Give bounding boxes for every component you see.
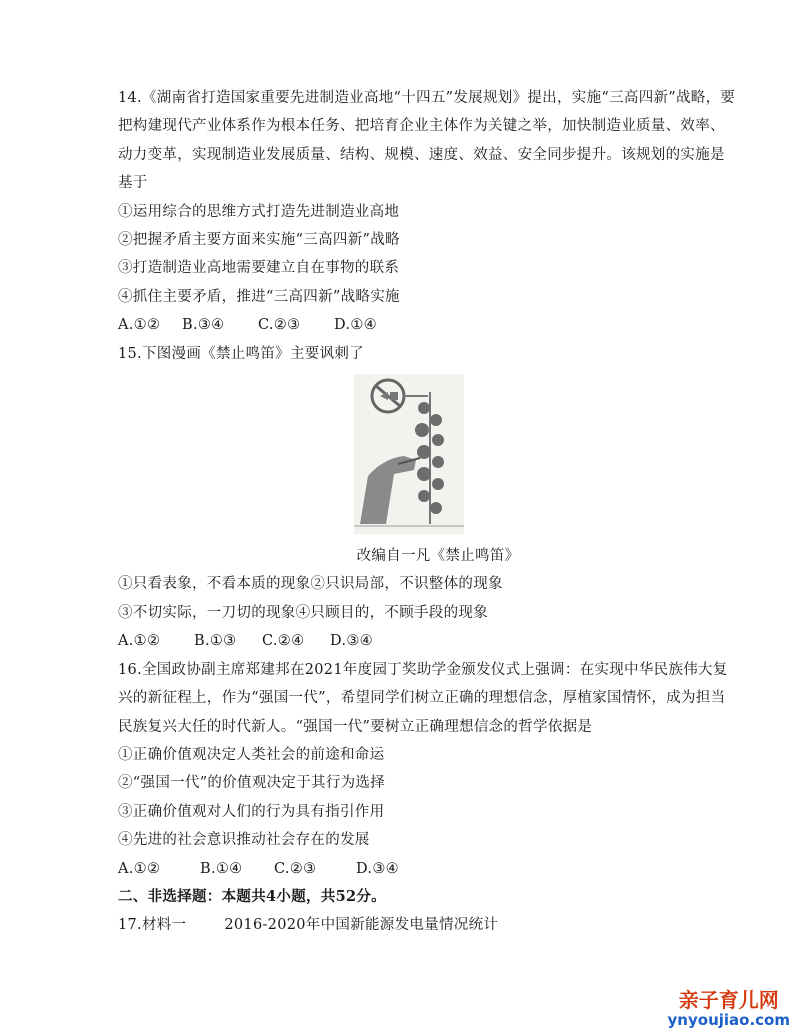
q15-option-c: C.②④: [262, 633, 305, 650]
cartoon-caption: 改编自一凡《禁止鸣笛》: [356, 548, 520, 565]
q16-options: [118, 855, 698, 883]
q14-stem-line: 动力变革，实现制造业发展质量、结构、规模、速度、效益、安全同步提升。该规划的实施是: [118, 146, 725, 163]
q14-item: ③打造制造业高地需要建立自在事物的联系: [118, 260, 400, 277]
q15-option-d: D.③④: [330, 633, 373, 650]
q17-title: 2016-2020年中国新能源发电量情况统计: [224, 917, 499, 934]
q15-option-a: A.①②: [118, 633, 161, 650]
q17-label: 17.材料一: [118, 917, 187, 934]
watermark-site-name: 亲子育儿网: [678, 988, 779, 1012]
question-17: [118, 911, 698, 939]
q15-stem: 15.下图漫画《禁止鸣笛》主要讽刺了: [118, 345, 364, 362]
watermark-url: ynyoujiao.com: [667, 1011, 790, 1029]
q15-options: [118, 627, 698, 655]
q16-stem-line: 兴的新征程上，作为“强国一代”，希望同学们树立正确的理想信念，厚植家国情怀，成为担当: [118, 690, 726, 707]
q14-stem-line: 14.《湖南省打造国家重要先进制造业高地“十四五”发展规划》提出，实施“三高四新”战略，要: [118, 90, 736, 106]
q16-item: ②“强国一代”的价值观决定于其行为选择: [118, 775, 386, 792]
q14-stem-line: 把构建现代产业体系作为根本任务、把培育企业主体作为关键之举，加快制造业质量、效率、: [118, 118, 725, 135]
q15-item: ③不切实际，一刀切的现象④只顾目的，不顾手段的现象: [118, 604, 488, 621]
q16-item: ①正确价值观决定人类社会的前途和命运: [118, 746, 385, 763]
q16-stem-line: 16.全国政协副主席郑建邦在2021年度园丁奖助学金颁发仪式上强调：在实现中华民族伟大复: [118, 661, 728, 678]
q15-option-b: B.①③: [194, 633, 237, 650]
question-16: [118, 656, 728, 883]
q16-option-b: B.①④: [200, 860, 243, 877]
q16-option-c: C.②③: [274, 860, 317, 877]
cartoon-no-honking-image: [354, 374, 464, 534]
q14-option-d: D.①④: [334, 317, 377, 334]
section-heading: 二、非选择题：本题共4小题，共52分。: [118, 887, 386, 905]
q16-stem-line: 民族复兴大任的时代新人。“强国一代”要树立正确理想信念的哲学依据是: [118, 718, 593, 735]
q16-option-d: D.③④: [356, 860, 399, 877]
q16-item: ④先进的社会意识推动社会存在的发展: [118, 832, 370, 849]
exam-page: [118, 84, 736, 940]
q14-item: ④抓住主要矛盾，推进“三高四新”战略实施: [118, 288, 400, 305]
q16-item: ③正确价值观对人们的行为具有指引作用: [118, 803, 385, 820]
q14-item: ②把握矛盾主要方面来实施“三高四新”战略: [118, 232, 400, 249]
cartoon-figure: [118, 374, 698, 542]
q14-options: [118, 311, 698, 339]
q16-option-a: A.①②: [118, 860, 161, 877]
q15-item: ①只看表象，不看本质的现象②只识局部，不识整体的现象: [118, 576, 503, 593]
q14-stem-line: 基于: [118, 175, 148, 192]
question-14: [118, 84, 736, 340]
q14-option-b: B.③④: [182, 317, 225, 334]
site-watermark: [668, 989, 790, 1029]
q14-item: ①运用综合的思维方式打造先进制造业高地: [118, 203, 400, 220]
q14-option-c: C.②③: [258, 317, 301, 334]
question-15: [118, 340, 698, 656]
q14-option-a: A.①②: [118, 317, 161, 334]
